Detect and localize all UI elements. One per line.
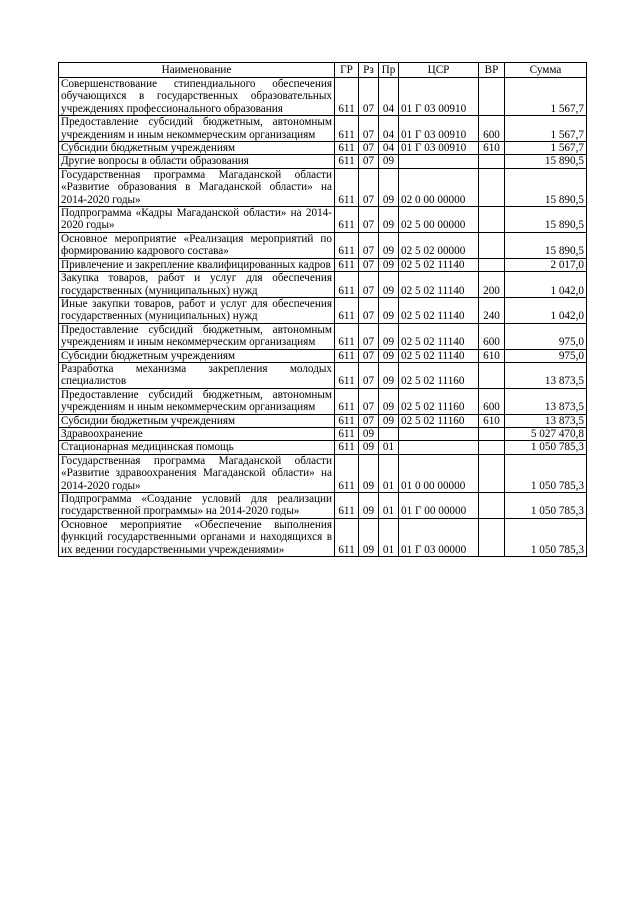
cell-rz: 07 [359, 272, 379, 298]
cell-csr: 02 5 02 00000 [399, 232, 479, 258]
cell-name: Государственная программа Магаданской области «Развитие здравоохранения Магаданской области» на 2014-2020 годы» [59, 454, 335, 492]
cell-csr: 01 Г 03 00000 [399, 518, 479, 556]
cell-gr: 611 [335, 232, 359, 258]
table-row [59, 349, 587, 362]
cell-pr: 09 [379, 362, 399, 388]
cell-pr: 01 [379, 518, 399, 556]
cell-rz: 09 [359, 441, 379, 454]
table-header-row [59, 63, 587, 78]
header-sum: Сумма [505, 63, 587, 78]
cell-gr: 611 [335, 207, 359, 233]
cell-sum: 1 567,7 [505, 116, 587, 142]
cell-sum: 1 050 785,3 [505, 454, 587, 492]
cell-vr [479, 454, 505, 492]
cell-csr: 01 Г 00 00000 [399, 493, 479, 519]
cell-gr: 611 [335, 155, 359, 168]
cell-name: Основное мероприятие «Обеспечение выполнения функций государственными органами и находящихся в их ведении государственными учреждениями» [59, 518, 335, 556]
cell-csr: 02 5 02 11160 [399, 414, 479, 427]
cell-sum: 975,0 [505, 349, 587, 362]
cell-vr [479, 78, 505, 116]
cell-vr: 600 [479, 323, 505, 349]
cell-name: Субсидии бюджетным учреждениям [59, 414, 335, 427]
table-row [59, 493, 587, 519]
cell-name: Привлечение и закрепление квалифицированных кадров [59, 258, 335, 271]
cell-name: Совершенствование стипендиального обеспечения обучающихся в государственных образовательных учреждениях профессионального образования [59, 78, 335, 116]
cell-csr: 02 0 00 00000 [399, 168, 479, 206]
cell-rz: 07 [359, 78, 379, 116]
cell-csr: 01 Г 03 00910 [399, 116, 479, 142]
cell-sum: 15 890,5 [505, 232, 587, 258]
cell-name: Субсидии бюджетным учреждениям [59, 349, 335, 362]
cell-sum: 13 873,5 [505, 414, 587, 427]
header-gr: ГР [335, 63, 359, 78]
table-row [59, 272, 587, 298]
cell-sum: 975,0 [505, 323, 587, 349]
cell-sum: 2 017,0 [505, 258, 587, 271]
cell-pr: 09 [379, 258, 399, 271]
cell-sum: 1 567,7 [505, 78, 587, 116]
header-name: Наименование [59, 63, 335, 78]
table-row [59, 414, 587, 427]
cell-pr: 09 [379, 168, 399, 206]
cell-gr: 611 [335, 323, 359, 349]
table-row [59, 207, 587, 233]
cell-pr: 09 [379, 155, 399, 168]
table-row [59, 454, 587, 492]
cell-csr [399, 155, 479, 168]
cell-pr: 04 [379, 142, 399, 155]
cell-name: Здравоохранение [59, 427, 335, 440]
cell-vr [479, 493, 505, 519]
table-row [59, 116, 587, 142]
cell-pr: 09 [379, 297, 399, 323]
cell-sum: 1 042,0 [505, 272, 587, 298]
cell-rz: 09 [359, 518, 379, 556]
cell-name: Стационарная медицинская помощь [59, 441, 335, 454]
table-row [59, 155, 587, 168]
cell-sum: 13 873,5 [505, 388, 587, 414]
cell-gr: 611 [335, 427, 359, 440]
cell-csr: 01 Г 03 00910 [399, 78, 479, 116]
cell-csr: 02 5 00 00000 [399, 207, 479, 233]
cell-gr: 611 [335, 142, 359, 155]
cell-rz: 07 [359, 349, 379, 362]
cell-name: Иные закупки товаров, работ и услуг для обеспечения государственных (муниципальных) нужд [59, 297, 335, 323]
cell-pr: 09 [379, 388, 399, 414]
header-vr: ВР [479, 63, 505, 78]
cell-pr: 09 [379, 349, 399, 362]
cell-vr: 600 [479, 388, 505, 414]
table-row [59, 362, 587, 388]
cell-rz: 07 [359, 207, 379, 233]
cell-csr: 01 Г 03 00910 [399, 142, 479, 155]
cell-gr: 611 [335, 116, 359, 142]
cell-vr: 610 [479, 349, 505, 362]
cell-vr [479, 168, 505, 206]
cell-csr: 02 5 02 11160 [399, 388, 479, 414]
cell-rz: 09 [359, 427, 379, 440]
cell-name: Разработка механизма закрепления молодых специалистов [59, 362, 335, 388]
cell-vr: 240 [479, 297, 505, 323]
cell-pr: 01 [379, 493, 399, 519]
header-csr: ЦСР [399, 63, 479, 78]
cell-name: Подпрограмма «Кадры Магаданской области» на 2014-2020 годы» [59, 207, 335, 233]
cell-vr: 610 [479, 142, 505, 155]
cell-csr [399, 441, 479, 454]
cell-name: Другие вопросы в области образования [59, 155, 335, 168]
cell-csr: 02 5 02 11140 [399, 272, 479, 298]
cell-rz: 07 [359, 142, 379, 155]
cell-gr: 611 [335, 454, 359, 492]
cell-sum: 15 890,5 [505, 168, 587, 206]
table-row [59, 78, 587, 116]
cell-vr [479, 258, 505, 271]
table-row [59, 427, 587, 440]
cell-pr: 09 [379, 323, 399, 349]
header-rz: Рз [359, 63, 379, 78]
cell-csr: 02 5 02 11140 [399, 258, 479, 271]
cell-pr: 09 [379, 232, 399, 258]
cell-vr [479, 427, 505, 440]
cell-gr: 611 [335, 297, 359, 323]
cell-pr: 04 [379, 78, 399, 116]
cell-sum: 13 873,5 [505, 362, 587, 388]
cell-gr: 611 [335, 168, 359, 206]
cell-csr [399, 427, 479, 440]
table-row [59, 518, 587, 556]
cell-gr: 611 [335, 362, 359, 388]
cell-sum: 1 567,7 [505, 142, 587, 155]
table-row [59, 441, 587, 454]
cell-rz: 07 [359, 116, 379, 142]
cell-gr: 611 [335, 258, 359, 271]
header-pr: Пр [379, 63, 399, 78]
cell-rz: 07 [359, 168, 379, 206]
cell-name: Подпрограмма «Создание условий для реализации государственной программы» на 2014-2020 годы» [59, 493, 335, 519]
cell-rz: 07 [359, 297, 379, 323]
cell-rz: 07 [359, 258, 379, 271]
cell-rz: 07 [359, 388, 379, 414]
cell-sum: 5 027 470,8 [505, 427, 587, 440]
table-row [59, 168, 587, 206]
cell-vr [479, 362, 505, 388]
cell-gr: 611 [335, 272, 359, 298]
cell-gr: 611 [335, 493, 359, 519]
table-row [59, 258, 587, 271]
cell-rz: 07 [359, 362, 379, 388]
table-body [59, 78, 587, 557]
cell-vr [479, 207, 505, 233]
table-row [59, 142, 587, 155]
cell-sum: 1 042,0 [505, 297, 587, 323]
cell-name: Предоставление субсидий бюджетным, автономным учреждениям и иным некоммерческим организациям [59, 388, 335, 414]
budget-table [58, 62, 587, 557]
cell-rz: 07 [359, 414, 379, 427]
cell-pr: 01 [379, 441, 399, 454]
cell-sum: 15 890,5 [505, 207, 587, 233]
cell-vr: 600 [479, 116, 505, 142]
cell-sum: 1 050 785,3 [505, 441, 587, 454]
cell-sum: 15 890,5 [505, 155, 587, 168]
cell-pr: 09 [379, 272, 399, 298]
cell-gr: 611 [335, 518, 359, 556]
cell-pr: 04 [379, 116, 399, 142]
cell-pr: 01 [379, 454, 399, 492]
cell-name: Субсидии бюджетным учреждениям [59, 142, 335, 155]
cell-vr [479, 441, 505, 454]
cell-rz: 07 [359, 155, 379, 168]
cell-vr [479, 518, 505, 556]
cell-name: Закупка товаров, работ и услуг для обеспечения государственных (муниципальных) нужд [59, 272, 335, 298]
cell-rz: 07 [359, 232, 379, 258]
cell-csr: 02 5 02 11140 [399, 323, 479, 349]
cell-gr: 611 [335, 414, 359, 427]
table-row [59, 297, 587, 323]
cell-gr: 611 [335, 78, 359, 116]
cell-vr: 200 [479, 272, 505, 298]
cell-name: Предоставление субсидий бюджетным, автономным учреждениям и иным некоммерческим организациям [59, 323, 335, 349]
cell-gr: 611 [335, 441, 359, 454]
cell-pr: 09 [379, 207, 399, 233]
cell-sum: 1 050 785,3 [505, 518, 587, 556]
cell-vr: 610 [479, 414, 505, 427]
cell-name: Предоставление субсидий бюджетным, автономным учреждениям и иным некоммерческим организациям [59, 116, 335, 142]
cell-vr [479, 232, 505, 258]
cell-csr: 02 5 02 11160 [399, 362, 479, 388]
cell-rz: 09 [359, 493, 379, 519]
table-row [59, 232, 587, 258]
cell-csr: 02 5 02 11140 [399, 297, 479, 323]
cell-gr: 611 [335, 349, 359, 362]
cell-rz: 07 [359, 323, 379, 349]
table-row [59, 388, 587, 414]
cell-sum: 1 050 785,3 [505, 493, 587, 519]
cell-csr: 01 0 00 00000 [399, 454, 479, 492]
cell-name: Государственная программа Магаданской области «Развитие образования в Магаданской области» на 2014-2020 годы» [59, 168, 335, 206]
cell-gr: 611 [335, 388, 359, 414]
cell-rz: 09 [359, 454, 379, 492]
table-row [59, 323, 587, 349]
cell-name: Основное мероприятие «Реализация мероприятий по формированию кадрового состава» [59, 232, 335, 258]
cell-pr: 09 [379, 414, 399, 427]
cell-pr [379, 427, 399, 440]
cell-csr: 02 5 02 11140 [399, 349, 479, 362]
cell-vr [479, 155, 505, 168]
